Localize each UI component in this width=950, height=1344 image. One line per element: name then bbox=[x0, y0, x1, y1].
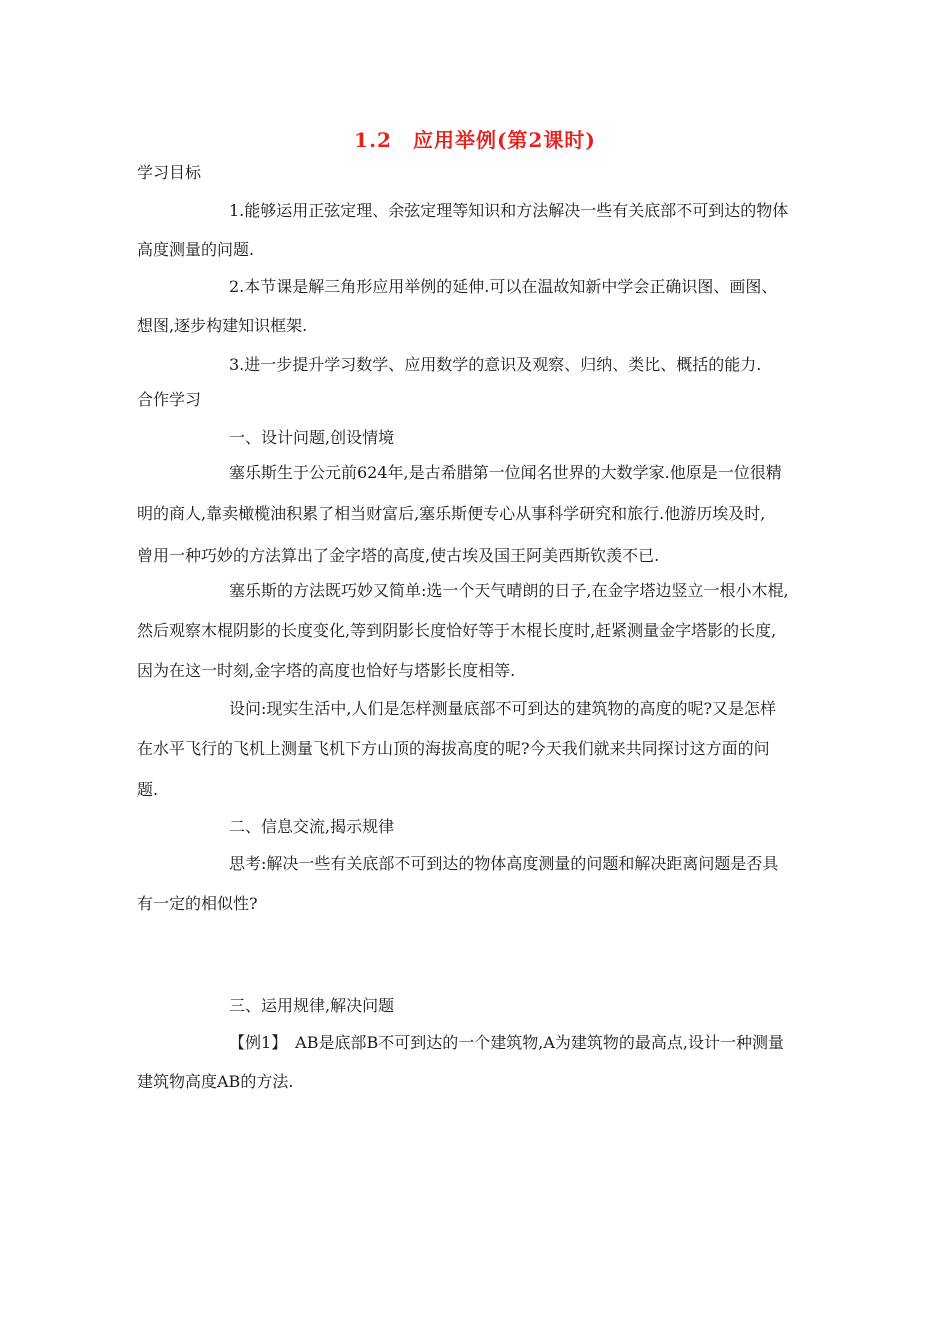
section-1-heading: 一、设计问题,创设情境 bbox=[229, 428, 395, 447]
example-1-line-2: 建筑物高度AB的方法. bbox=[137, 1072, 294, 1091]
paragraph-1-line-3: 曾用一种巧妙的方法算出了金字塔的高度,使古埃及国王阿美西斯钦羡不已. bbox=[137, 546, 660, 565]
paragraph-2-line-1: 塞乐斯的方法既巧妙又简单:选一个天气晴朗的日子,在金字塔边竖立一根小木棍, bbox=[229, 581, 789, 600]
paragraph-2-line-3: 因为在这一时刻,金字塔的高度也恰好与塔影长度相等. bbox=[137, 661, 516, 680]
paragraph-3-line-1: 设问:现实生活中,人们是怎样测量底部不可到达的建筑物的高度的呢?又是怎样 bbox=[229, 699, 777, 718]
objective-2-line-2: 想图,逐步构建知识框架. bbox=[137, 316, 308, 335]
paragraph-4-line-1: 思考:解决一些有关底部不可到达的物体高度测量的问题和解决距离问题是否具 bbox=[229, 854, 779, 873]
paragraph-1-line-2: 明的商人,靠卖橄榄油积累了相当财富后,塞乐斯便专心从事科学研究和旅行.他游历埃及时, bbox=[137, 504, 766, 523]
coop-heading: 合作学习 bbox=[137, 390, 202, 409]
paragraph-3-line-2: 在水平飞行的飞机上测量飞机下方山顶的海拔高度的呢?今天我们就来共同探讨这方面的问 bbox=[137, 739, 770, 758]
paragraph-2-line-2: 然后观察木棍阴影的长度变化,等到阴影长度恰好等于木棍长度时,赶紧测量金字塔影的长度, bbox=[137, 621, 777, 640]
objective-3-line-1: 3.进一步提升学习数学、应用数学的意识及观察、归纳、类比、概括的能力. bbox=[229, 355, 762, 374]
objective-1-line-1: 1.能够运用正弦定理、余弦定理等知识和方法解决一些有关底部不可到达的物体 bbox=[229, 201, 789, 220]
section-3-heading: 三、运用规律,解决问题 bbox=[229, 996, 395, 1015]
example-1-line-1: 【例1】 AB是底部B不可到达的一个建筑物,A为建筑物的最高点,设计一种测量 bbox=[229, 1033, 784, 1052]
objective-1-line-2: 高度测量的问题. bbox=[137, 240, 255, 259]
objective-2-line-1: 2.本节课是解三角形应用举例的延伸.可以在温故知新中学会正确识图、画图、 bbox=[229, 277, 778, 296]
paragraph-1-line-1: 塞乐斯生于公元前624年,是古希腊第一位闻名世界的大数学家.他原是一位很精 bbox=[229, 463, 782, 482]
paragraph-3-line-3: 题. bbox=[137, 780, 159, 799]
objectives-heading: 学习目标 bbox=[137, 163, 202, 182]
page-title: 1.2 应用举例(第2课时) bbox=[354, 128, 596, 152]
section-2-heading: 二、信息交流,揭示规律 bbox=[229, 817, 395, 836]
paragraph-4-line-2: 有一定的相似性? bbox=[137, 894, 258, 913]
